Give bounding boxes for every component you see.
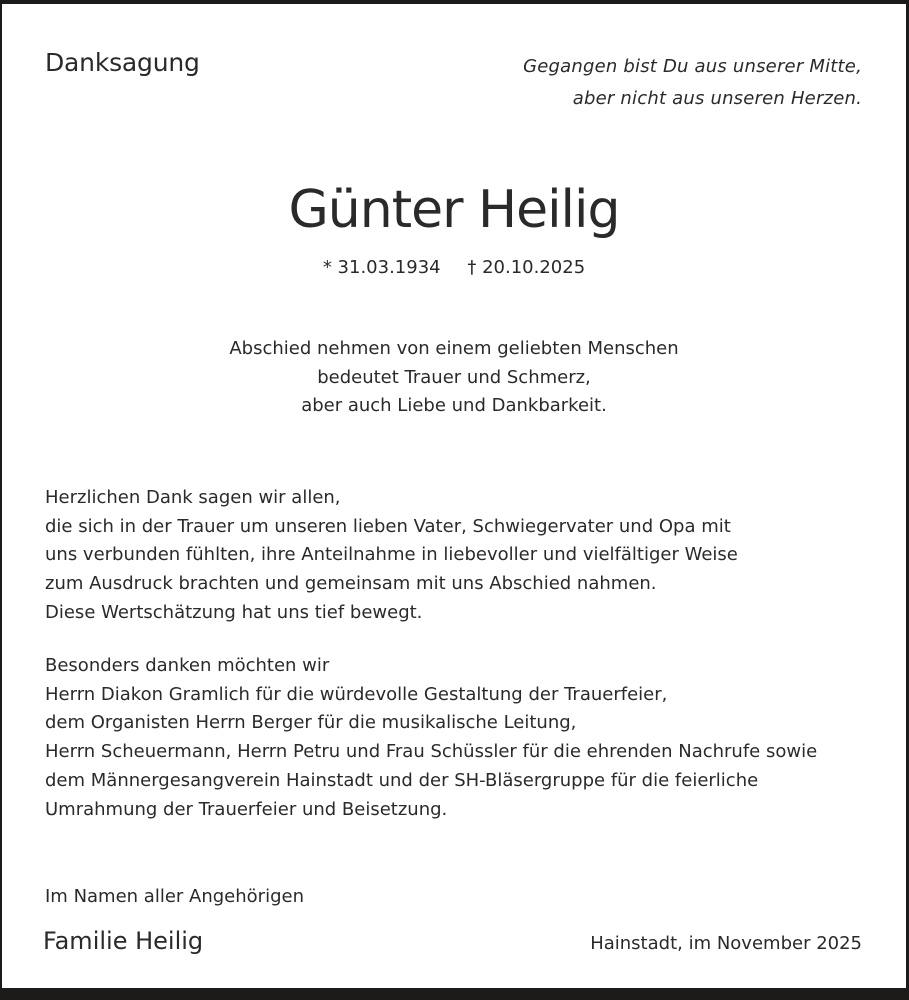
text-line: zum Ausdruck brachten und gemeinsam mit uns Abschied nahmen.: [45, 573, 657, 595]
text-line: Umrahmung der Trauerfeier und Beisetzung.: [45, 798, 448, 820]
text-line: bedeutet Trauer und Schmerz,: [317, 366, 591, 388]
text-line: Abschied nehmen von einem geliebten Menschen: [229, 338, 679, 359]
life-dates: [2, 253, 906, 283]
text-line: uns verbunden fühlten, ihre Anteilnahme in liebevoller und vielfältiger Weise: [45, 544, 738, 566]
text-line: dem Männergesangverein Hainstadt und der SH-Bläsergruppe für die feierliche: [45, 769, 759, 791]
death-date: † 20.10.2025: [467, 257, 586, 278]
family-signature: Familie Heilig: [43, 927, 204, 955]
special-thanks-paragraph: [45, 652, 866, 824]
birth-date: * 31.03.1934: [322, 257, 441, 278]
text-line: dem Organisten Herrn Berger für die musikalische Leitung,: [45, 712, 577, 734]
text-line: Herzlichen Dank sagen wir allen,: [45, 487, 341, 508]
epigraph-line-2: aber nicht aus unseren Herzen.: [572, 88, 862, 109]
text-line: Herrn Diakon Gramlich für die würdevolle Gestaltung der Trauerfeier,: [45, 683, 668, 705]
deceased-name: Günter Heilig: [288, 180, 620, 240]
text-line: Diese Wertschätzung hat uns tief bewegt.: [45, 601, 423, 623]
epigraph: [523, 51, 862, 115]
thanks-paragraph: [45, 484, 866, 628]
text-line: aber auch Liebe und Dankbarkeit.: [301, 395, 607, 417]
memorial-verse: [2, 335, 906, 421]
text-line: die sich in der Trauer um unseren lieben Vater, Schwiegervater und Opa mit: [45, 515, 731, 537]
place-date: Hainstadt, im November 2025: [590, 933, 862, 954]
notice-type-title: Danksagung: [45, 48, 200, 77]
text-line: Herrn Scheuermann, Herrn Petru und Frau Schüssler für die ehrenden Nachrufe sowie: [45, 741, 818, 763]
closing-line: Im Namen aller Angehörigen: [45, 886, 304, 907]
text-line: Besonders danken möchten wir: [45, 655, 330, 676]
epigraph-line-1: Gegangen bist Du aus unserer Mitte,: [523, 56, 862, 77]
